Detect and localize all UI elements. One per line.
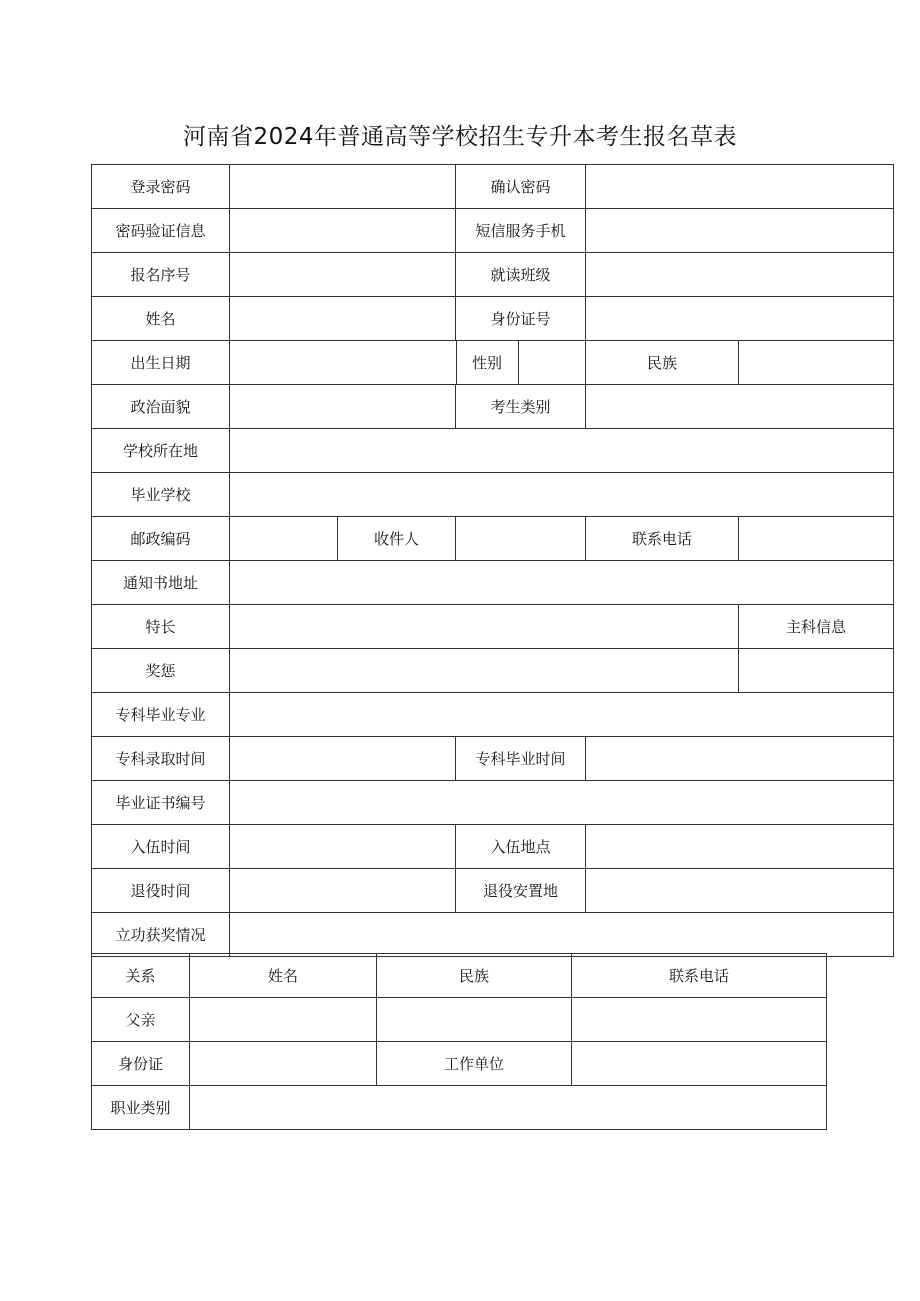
father-contact-phone-field[interactable]: [572, 998, 827, 1042]
id-number-field[interactable]: [586, 297, 894, 341]
father-label: 父亲: [92, 998, 190, 1042]
table-row: [92, 297, 894, 341]
registration-no-label: 报名序号: [92, 253, 230, 297]
password-verify-info-label: 密码验证信息: [92, 209, 230, 253]
candidate-category-field[interactable]: [586, 385, 894, 429]
ethnicity-field[interactable]: [739, 341, 894, 385]
table-row: [92, 517, 894, 561]
occupation-field[interactable]: [190, 1086, 827, 1130]
registration-no-field[interactable]: [230, 253, 456, 297]
graduate-school-label: 毕业学校: [92, 473, 230, 517]
family-info-table: [91, 953, 827, 1130]
work-unit-label: 工作单位: [377, 1042, 572, 1086]
birth-date-field[interactable]: [230, 341, 456, 384]
gender-field[interactable]: [518, 341, 585, 384]
class-field[interactable]: [586, 253, 894, 297]
table-row: [92, 869, 894, 913]
rewards-punishments-field[interactable]: [230, 649, 739, 693]
political-status-field[interactable]: [230, 385, 456, 429]
name-field[interactable]: [230, 297, 456, 341]
confirm-password-label: 确认密码: [456, 165, 586, 209]
specialty-label: 特长: [92, 605, 230, 649]
diploma-number-field[interactable]: [230, 781, 894, 825]
father-ethnicity-field[interactable]: [377, 998, 572, 1042]
main-subject-info-label: 主科信息: [739, 605, 894, 649]
contact-phone-field[interactable]: [739, 517, 894, 561]
table-row: [92, 341, 894, 385]
notice-address-field[interactable]: [230, 561, 894, 605]
table-row: [92, 954, 827, 998]
birth-date-label: 出生日期: [92, 341, 230, 385]
postal-code-field[interactable]: [230, 517, 338, 561]
college-major-field[interactable]: [230, 693, 894, 737]
notice-address-label: 通知书地址: [92, 561, 230, 605]
enlistment-time-field[interactable]: [230, 825, 456, 869]
class-label: 就读班级: [456, 253, 586, 297]
confirm-password-field[interactable]: [586, 165, 894, 209]
table-row: [92, 998, 827, 1042]
login-password-field[interactable]: [230, 165, 456, 209]
discharge-time-label: 退役时间: [92, 869, 230, 913]
family-name-header: 姓名: [190, 954, 377, 998]
table-row: [92, 649, 894, 693]
table-row: [92, 209, 894, 253]
family-ethnicity-header: 民族: [377, 954, 572, 998]
merit-awards-label: 立功获奖情况: [92, 913, 230, 957]
merit-awards-field[interactable]: [230, 913, 894, 957]
discharge-placement-label: 退役安置地: [456, 869, 586, 913]
diploma-number-label: 毕业证书编号: [92, 781, 230, 825]
college-graduation-time-field[interactable]: [586, 737, 894, 781]
page-title: 河南省2024年普通高等学校招生专升本考生报名草表: [182, 124, 738, 150]
graduate-school-field[interactable]: [230, 473, 894, 517]
sms-phone-label: 短信服务手机: [456, 209, 586, 253]
table-row: [92, 385, 894, 429]
recipient-field[interactable]: [456, 517, 586, 561]
table-row: [92, 1086, 827, 1130]
relation-header: 关系: [92, 954, 190, 998]
candidate-category-label: 考生类别: [456, 385, 586, 429]
table-row: [92, 1042, 827, 1086]
table-row: [92, 693, 894, 737]
table-row: [92, 913, 894, 957]
postal-code-label: 邮政编码: [92, 517, 230, 561]
table-row: [92, 165, 894, 209]
gender-label: 性别: [456, 341, 518, 384]
school-location-label: 学校所在地: [92, 429, 230, 473]
school-location-field[interactable]: [230, 429, 894, 473]
id-card-field[interactable]: [190, 1042, 377, 1086]
college-major-label: 专科毕业专业: [92, 693, 230, 737]
registration-form-table: [91, 164, 894, 957]
id-card-label: 身份证: [92, 1042, 190, 1086]
family-contact-phone-header: 联系电话: [572, 954, 827, 998]
table-row: [92, 253, 894, 297]
table-row: [92, 605, 894, 649]
work-unit-field[interactable]: [572, 1042, 827, 1086]
recipient-label: 收件人: [338, 517, 456, 561]
enlistment-place-field[interactable]: [586, 825, 894, 869]
id-number-label: 身份证号: [456, 297, 586, 341]
table-row: [92, 781, 894, 825]
table-row: [92, 737, 894, 781]
occupation-label: 职业类别: [92, 1086, 190, 1130]
discharge-placement-field[interactable]: [586, 869, 894, 913]
rewards-punishments-label: 奖惩: [92, 649, 230, 693]
college-admission-time-field[interactable]: [230, 737, 456, 781]
ethnicity-label: 民族: [586, 341, 739, 385]
discharge-time-field[interactable]: [230, 869, 456, 913]
main-subject-info-field[interactable]: [739, 649, 894, 693]
name-label: 姓名: [92, 297, 230, 341]
enlistment-time-label: 入伍时间: [92, 825, 230, 869]
table-row: [92, 429, 894, 473]
table-row: [92, 473, 894, 517]
login-password-label: 登录密码: [92, 165, 230, 209]
enlistment-place-label: 入伍地点: [456, 825, 586, 869]
specialty-field[interactable]: [230, 605, 739, 649]
table-row: [92, 825, 894, 869]
password-verify-info-field[interactable]: [230, 209, 456, 253]
political-status-label: 政治面貌: [92, 385, 230, 429]
sms-phone-field[interactable]: [586, 209, 894, 253]
father-name-field[interactable]: [190, 998, 377, 1042]
college-graduation-time-label: 专科毕业时间: [456, 737, 586, 781]
contact-phone-label: 联系电话: [586, 517, 739, 561]
table-row: [92, 561, 894, 605]
college-admission-time-label: 专科录取时间: [92, 737, 230, 781]
birth-gender-subtable: [230, 341, 585, 384]
